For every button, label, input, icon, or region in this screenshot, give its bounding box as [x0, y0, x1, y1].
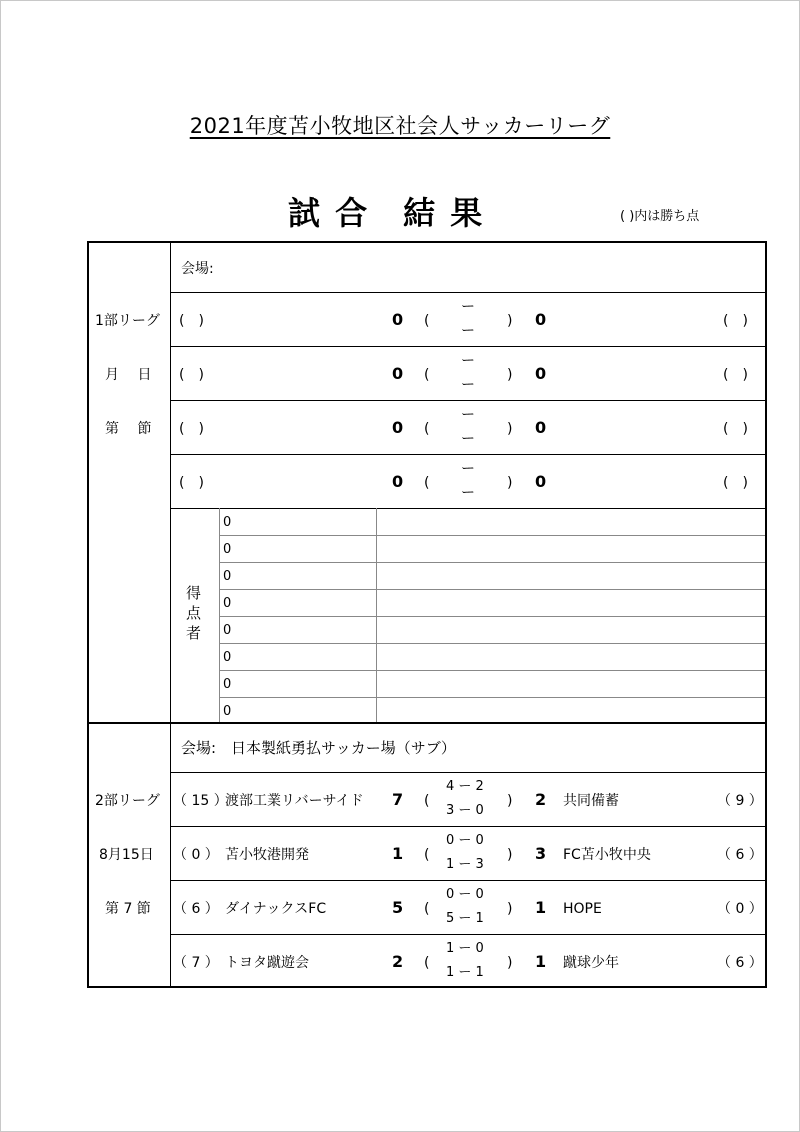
home-team: 苫小牧港開発 — [225, 847, 309, 863]
away-points: ( ) — [723, 475, 748, 491]
column-divider — [170, 243, 171, 722]
first-half-score: ー — [461, 407, 475, 423]
round-label: 第 7 節 — [105, 901, 151, 917]
column-divider — [170, 724, 171, 986]
close-paren: ) — [507, 421, 513, 437]
away-score: 0 — [535, 472, 547, 491]
scorer-cell: 0 — [223, 623, 232, 638]
scorer-divider — [376, 508, 377, 722]
close-paren: ) — [507, 793, 513, 809]
second-half-score: 1 ー 3 — [446, 857, 484, 872]
scorer-line — [219, 589, 765, 590]
home-score: 7 — [392, 790, 404, 809]
away-score: 0 — [535, 418, 547, 437]
away-score: 1 — [535, 952, 547, 971]
second-half-score: ー — [461, 485, 475, 501]
scorers-label-1: 得 — [186, 584, 202, 602]
open-paren: ( — [424, 367, 430, 383]
open-paren: ( — [424, 901, 430, 917]
row-line — [170, 880, 765, 881]
away-points: （ 6 ） — [717, 847, 763, 863]
close-paren: ) — [507, 367, 513, 383]
date-label: 月 日 — [105, 367, 152, 383]
home-team: 渡部工業リバーサイド — [225, 793, 364, 809]
second-half-score: 5 ー 1 — [446, 911, 484, 926]
scorer-line — [219, 670, 765, 671]
second-half-score: 3 ー 0 — [446, 803, 484, 818]
scorer-line — [219, 562, 765, 563]
home-score: 0 — [392, 310, 404, 329]
open-paren: ( — [424, 475, 430, 491]
away-points: ( ) — [723, 313, 748, 329]
home-points: ( ) — [179, 367, 204, 383]
scorers-label-2: 点 — [186, 604, 202, 622]
open-paren: ( — [424, 313, 430, 329]
home-points: （ 0 ） — [173, 847, 219, 863]
date-label: 8月15日 — [99, 847, 154, 863]
away-score: 0 — [535, 364, 547, 383]
points-note: ( )内は勝ち点 — [620, 209, 700, 224]
away-team: 蹴球少年 — [563, 955, 619, 971]
away-points: （ 6 ） — [717, 955, 763, 971]
scorer-cell: 0 — [223, 569, 232, 584]
first-half-score: 1 ー 0 — [446, 941, 484, 956]
away-points: ( ) — [723, 367, 748, 383]
round-label: 第 節 — [105, 421, 152, 437]
league-label: 2部リーグ — [95, 793, 160, 809]
row-line — [170, 292, 765, 293]
open-paren: ( — [424, 955, 430, 971]
second-half-score: 1 ー 1 — [446, 965, 484, 980]
venue-label: 会場: 日本製紙勇払サッカー場（サブ） — [181, 739, 456, 757]
home-points: （ 15 ） — [173, 793, 228, 809]
away-points: （ 9 ） — [717, 793, 763, 809]
section-division-2 — [87, 722, 767, 988]
first-half-score: ー — [461, 353, 475, 369]
results-heading: 試 合 結 果 — [288, 194, 485, 232]
row-line — [170, 772, 765, 773]
open-paren: ( — [424, 793, 430, 809]
away-score: 1 — [535, 898, 547, 917]
away-team: 共同備蓄 — [563, 793, 619, 809]
league-title: 2021年度苫小牧地区社会人サッカーリーグ — [189, 114, 611, 138]
scorer-cell: 0 — [223, 596, 232, 611]
scorer-cell: 0 — [223, 677, 232, 692]
home-score: 2 — [392, 952, 404, 971]
scorer-line — [219, 616, 765, 617]
away-score: 0 — [535, 310, 547, 329]
away-score: 2 — [535, 790, 547, 809]
scorer-cell: 0 — [223, 515, 232, 530]
home-points: （ 7 ） — [173, 955, 219, 971]
row-line — [170, 508, 765, 509]
away-points: （ 0 ） — [717, 901, 763, 917]
home-points: （ 6 ） — [173, 901, 219, 917]
second-half-score: ー — [461, 323, 475, 339]
home-team: ダイナックスFC — [225, 901, 327, 917]
second-half-score: ー — [461, 431, 475, 447]
away-team: HOPE — [563, 901, 602, 917]
home-score: 0 — [392, 418, 404, 437]
close-paren: ) — [507, 955, 513, 971]
home-score: 1 — [392, 844, 404, 863]
away-score: 3 — [535, 844, 547, 863]
league-label: 1部リーグ — [95, 313, 160, 329]
away-points: ( ) — [723, 421, 748, 437]
scorer-line — [219, 643, 765, 644]
first-half-score: 0 ー 0 — [446, 833, 484, 848]
scorer-cell: 0 — [223, 704, 232, 719]
scorer-line — [219, 535, 765, 536]
home-score: 5 — [392, 898, 404, 917]
row-line — [170, 934, 765, 935]
close-paren: ) — [507, 901, 513, 917]
scorers-label-3: 者 — [186, 624, 202, 642]
scorer-cell: 0 — [223, 650, 232, 665]
scorer-cell: 0 — [223, 542, 232, 557]
section-division-1 — [87, 241, 767, 724]
home-points: ( ) — [179, 475, 204, 491]
home-score: 0 — [392, 472, 404, 491]
row-line — [170, 826, 765, 827]
home-points: ( ) — [179, 313, 204, 329]
home-score: 0 — [392, 364, 404, 383]
row-line — [170, 346, 765, 347]
first-half-score: 0 ー 0 — [446, 887, 484, 902]
scorer-divider — [219, 508, 220, 722]
close-paren: ) — [507, 475, 513, 491]
second-half-score: ー — [461, 377, 475, 393]
close-paren: ) — [507, 847, 513, 863]
home-team: トヨタ蹴遊会 — [225, 955, 309, 971]
venue-label: 会場: — [181, 261, 214, 277]
scorer-line — [219, 697, 765, 698]
first-half-score: 4 ー 2 — [446, 779, 484, 794]
row-line — [170, 454, 765, 455]
open-paren: ( — [424, 421, 430, 437]
home-points: ( ) — [179, 421, 204, 437]
first-half-score: ー — [461, 461, 475, 477]
close-paren: ) — [507, 313, 513, 329]
open-paren: ( — [424, 847, 430, 863]
first-half-score: ー — [461, 299, 475, 315]
row-line — [170, 400, 765, 401]
away-team: FC苫小牧中央 — [563, 847, 651, 863]
